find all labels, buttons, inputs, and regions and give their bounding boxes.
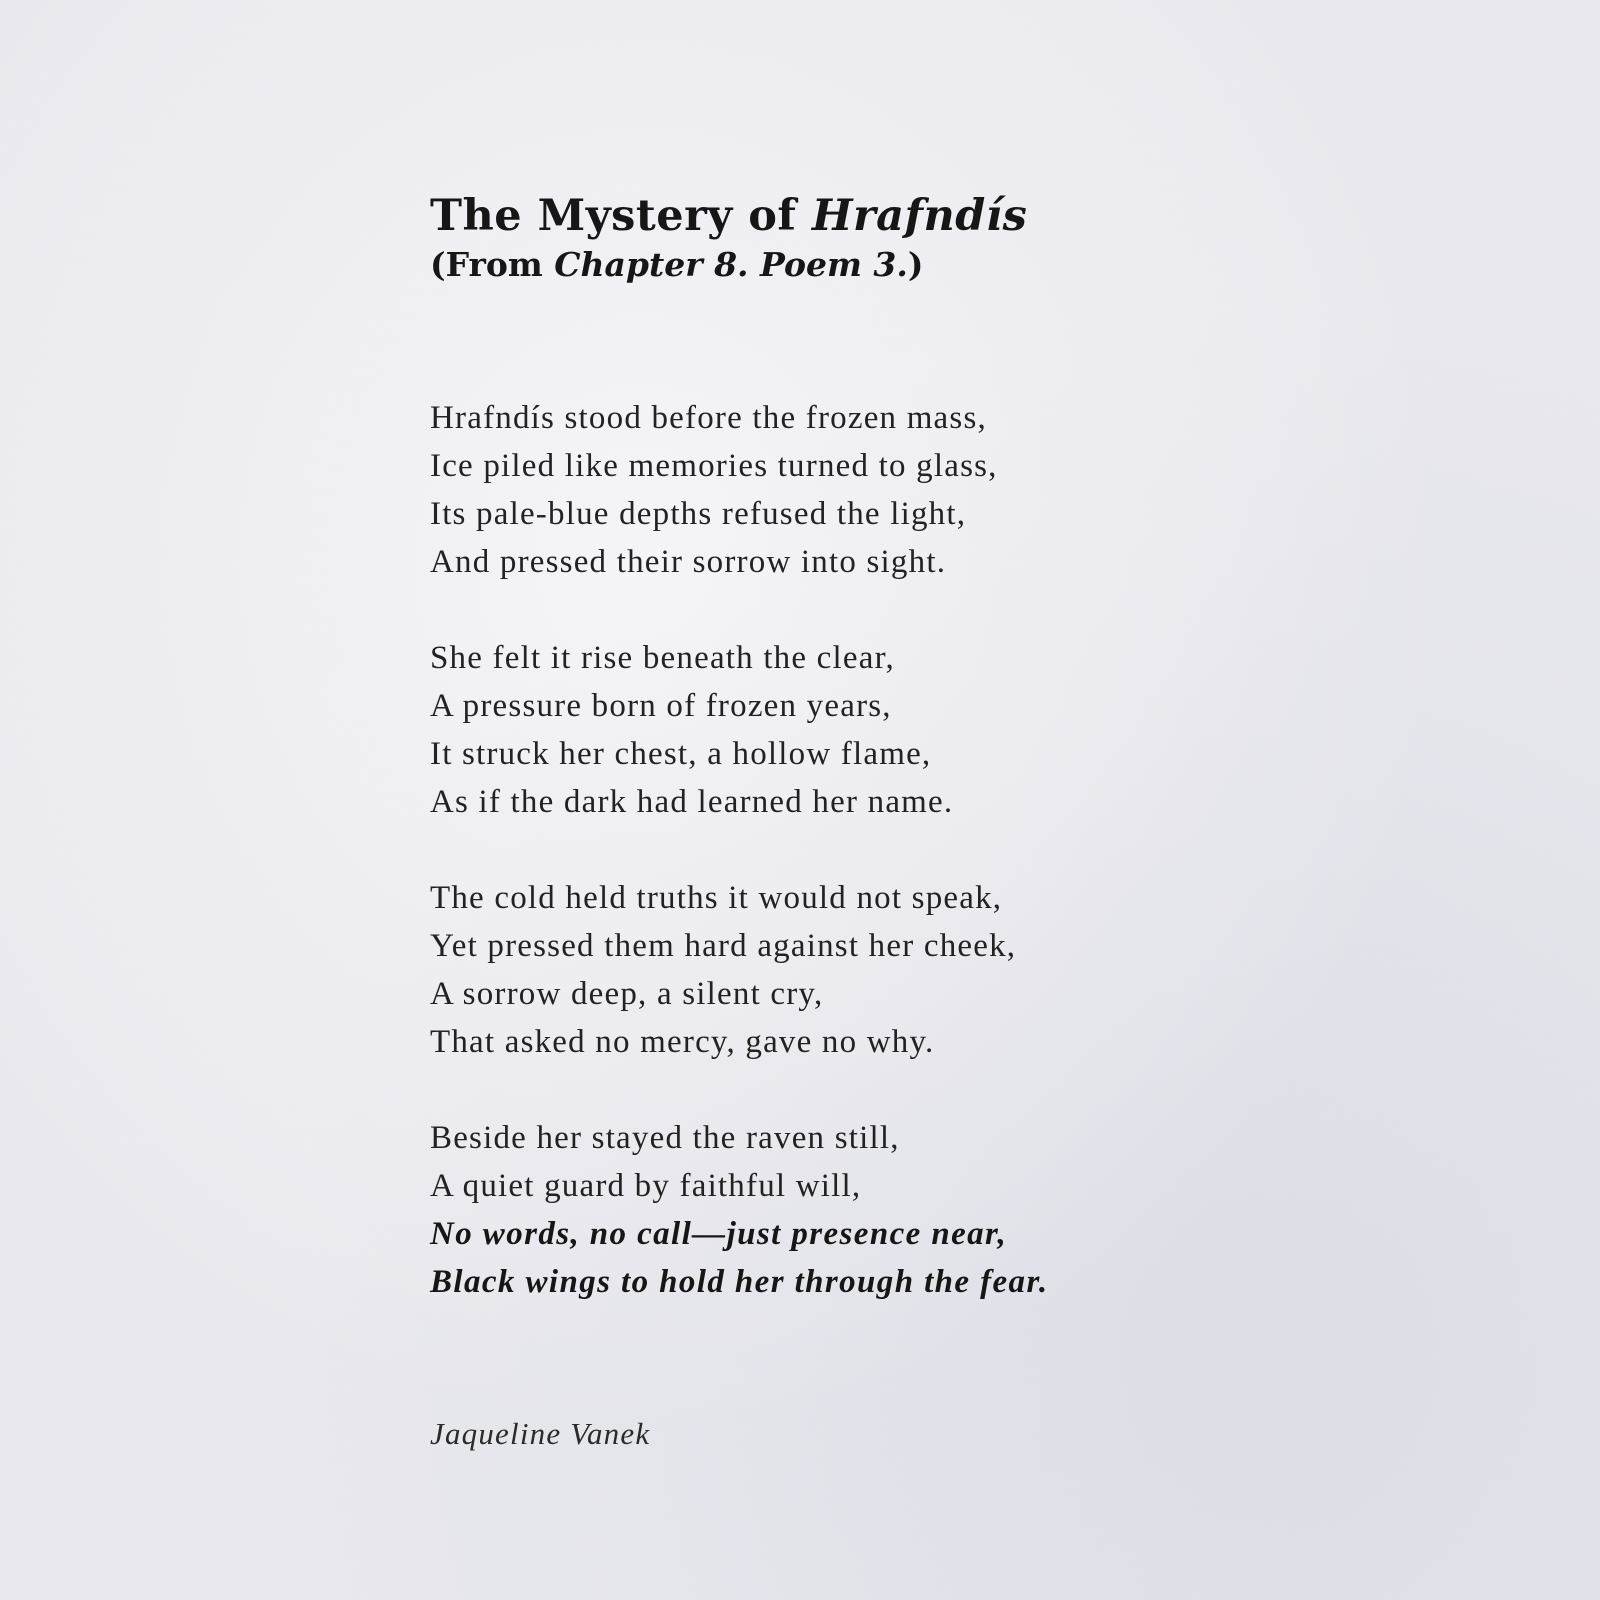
poem-line: Beside her stayed the raven still,: [430, 1120, 900, 1156]
poem-line: A quiet guard by faithful will,: [430, 1168, 862, 1204]
poem-line: She felt it rise beneath the clear,: [430, 640, 895, 676]
poem-line: A pressure born of frozen years,: [430, 688, 892, 724]
poem-line: It struck her chest, a hollow flame,: [430, 736, 932, 772]
subtitle-chapter: Chapter 8. Poem 3.: [554, 245, 908, 284]
poem-line-emphasized: No words, no call—just presence near,: [430, 1216, 1008, 1252]
stanza-3: [430, 874, 1430, 1066]
poem-line: Ice piled like memories turned to glass,: [430, 448, 998, 484]
poem-title-name: Hrafndís: [811, 191, 1028, 241]
stanza-2: [430, 634, 1430, 826]
poem-line: A sorrow deep, a silent cry,: [430, 976, 824, 1012]
poem-title-text: The Mystery of: [430, 191, 812, 241]
stanza-4: [430, 1114, 1430, 1306]
subtitle-close: ): [907, 245, 924, 284]
author-signature: Jaqueline Vanek: [430, 1416, 651, 1451]
poem-line: As if the dark had learned her name.: [430, 784, 954, 820]
stanza-1: [430, 394, 1430, 586]
poem-line: Hrafndís stood before the frozen mass,: [430, 400, 987, 436]
poem-page: [430, 190, 1430, 1452]
poem-line: Yet pressed them hard against her cheek,: [430, 928, 1017, 964]
poem-line: And pressed their sorrow into sight.: [430, 544, 947, 580]
poem-body: [430, 394, 1430, 1306]
poem-line: That asked no mercy, gave no why.: [430, 1024, 935, 1060]
poem-subtitle: [430, 244, 1430, 286]
poem-line: The cold held truths it would not speak,: [430, 880, 1003, 916]
poem-line: Its pale-blue depths refused the light,: [430, 496, 967, 532]
poem-line-emphasized: Black wings to hold her through the fear.: [430, 1264, 1049, 1300]
subtitle-open: (From: [430, 245, 555, 284]
poem-title: [430, 190, 1430, 242]
